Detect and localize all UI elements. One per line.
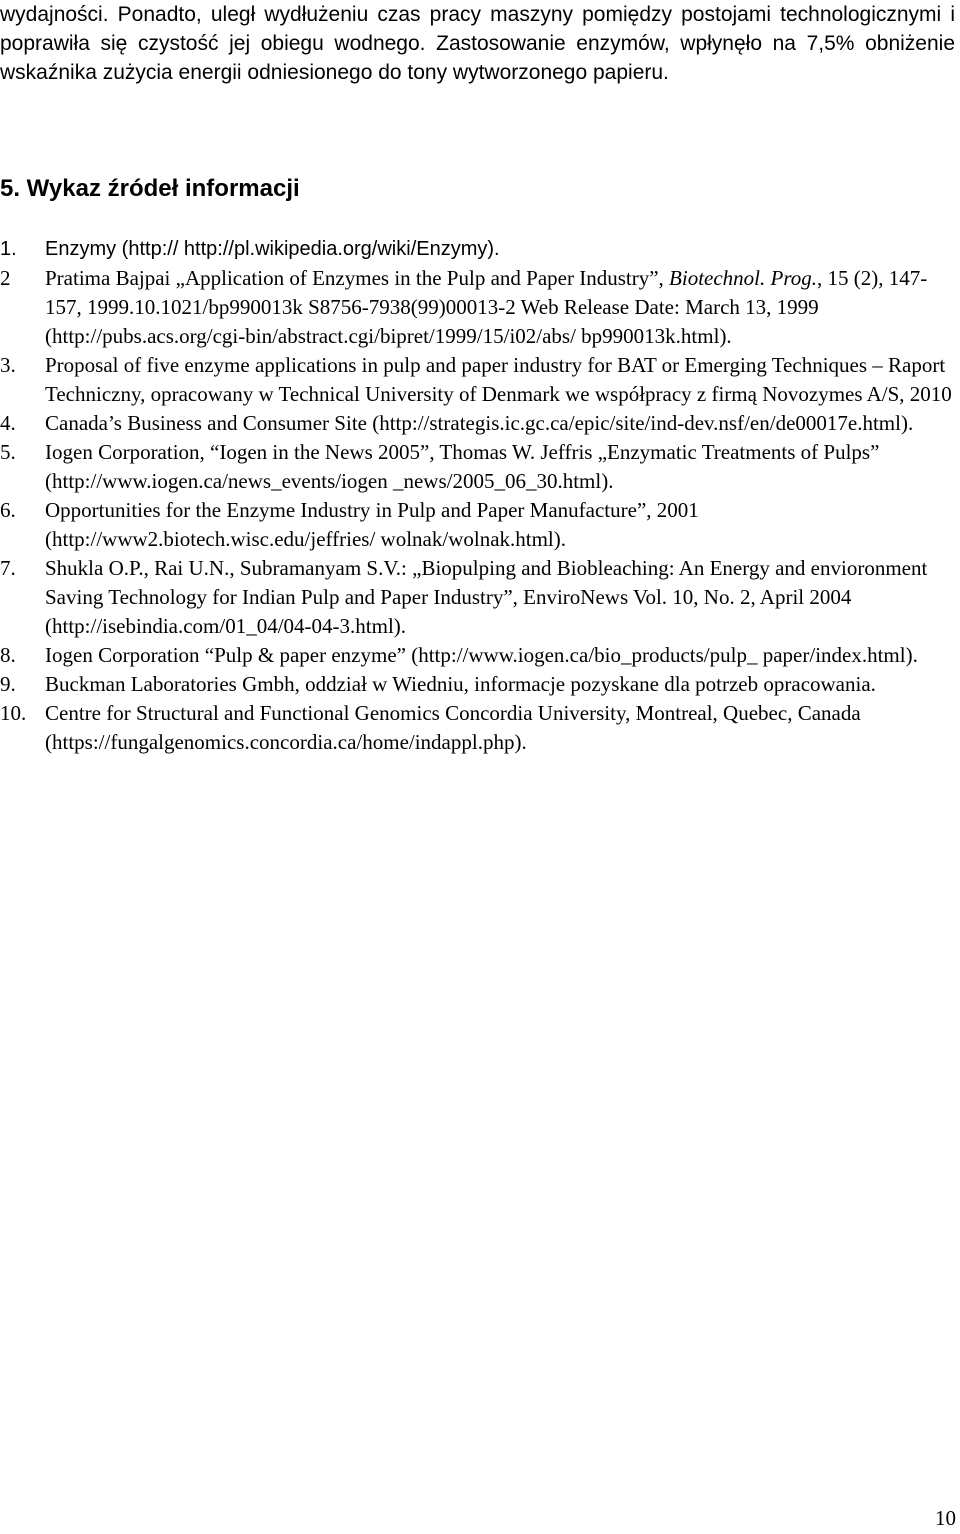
reference-item [0, 554, 960, 641]
reference-text: , 15 (2), 147-157, 1999.10.1021/bp990013k S8756-7938(99)00013-2 Web Release Date: March 13, 1999 (http://pubs.acs.org/cgi-bin/abstract.cgi/bipret/1999/15/i02/abs/ bp990013k.html). [45, 266, 928, 348]
reference-number: 6. [0, 498, 16, 522]
reference-item [0, 264, 960, 351]
reference-number: 2 [0, 266, 11, 290]
reference-text: Shukla O.P., Rai U.N., Subramanyam S.V.: „Biopulping and Biobleaching: An Energy and envioronment Saving Technology for Indian Pulp and Paper Industry”, EnviroNews Vol. 10, No. 2, April 2004 (http://isebindia.com/01_04/04-04-3.html). [45, 556, 928, 638]
section-title: 5. Wykaz źródeł informacji [0, 175, 300, 202]
reference-item [0, 351, 960, 409]
intro-paragraph: wydajności. Ponadto, uległ wydłużeniu czas pracy maszyny pomiędzy postojami technologicznymi i poprawiła się czystość jej obiegu wodnego. Zastosowanie enzymów, wpłynęło na 7,5% obniżenie wskaźnika zużycia energii odniesionego do tony wytworzonego papieru. [0, 3, 955, 84]
reference-number: 8. [0, 643, 16, 667]
reference-item [0, 670, 960, 699]
reference-text: Opportunities for the Enzyme Industry in Pulp and Paper Manufacture”, 2001 (http://www2.biotech.wisc.edu/jeffries/ wolnak/wolnak.html). [45, 498, 699, 551]
reference-number: 10. [0, 701, 27, 725]
reference-number: 1. [0, 238, 17, 260]
reference-number: 3. [0, 353, 16, 377]
reference-item [0, 438, 960, 496]
reference-text: Iogen Corporation, “Iogen in the News 2005”, Thomas W. Jeffris „Enzymatic Treatments of Pulps” (http://www.iogen.ca/news_events/iogen _news/2005_06_30.html). [45, 440, 880, 493]
reference-item [0, 699, 960, 757]
reference-number: 7. [0, 556, 16, 580]
reference-item [0, 641, 960, 670]
reference-text: Enzymy (http:// http://pl.wikipedia.org/wiki/Enzymy). [45, 238, 500, 260]
reference-item [0, 235, 960, 264]
reference-text: Iogen Corporation “Pulp & paper enzyme” (http://www.iogen.ca/bio_products/pulp_ paper/index.html). [45, 643, 918, 667]
reference-text: Buckman Laboratories Gmbh, oddział w Wiedniu, informacje pozyskane dla potrzeb opracowania. [45, 672, 876, 696]
reference-item [0, 409, 960, 438]
reference-number: 4. [0, 411, 16, 435]
reference-item [0, 496, 960, 554]
page-number: 10 [935, 1506, 956, 1530]
reference-text: Proposal of five enzyme applications in pulp and paper industry for BAT or Emerging Techniques – Raport Techniczny, opracowany w Technical University of Denmark we współpracy z firmą Novozymes A/S, 2010 [45, 353, 952, 406]
reference-number: 9. [0, 672, 16, 696]
reference-text: Pratima Bajpai „Application of Enzymes in the Pulp and Paper Industry”, [45, 266, 670, 290]
reference-text: Canada’s Business and Consumer Site (http://strategis.ic.gc.ca/epic/site/ind-dev.nsf/en/de00017e.html). [45, 411, 914, 435]
journal-title: Biotechnol. Prog. [669, 266, 817, 290]
reference-text: Centre for Structural and Functional Genomics Concordia University, Montreal, Quebec, Canada (https://fungalgenomics.concordia.ca/home/indappl.php). [45, 701, 861, 754]
reference-number: 5. [0, 440, 16, 464]
reference-list [0, 235, 960, 757]
